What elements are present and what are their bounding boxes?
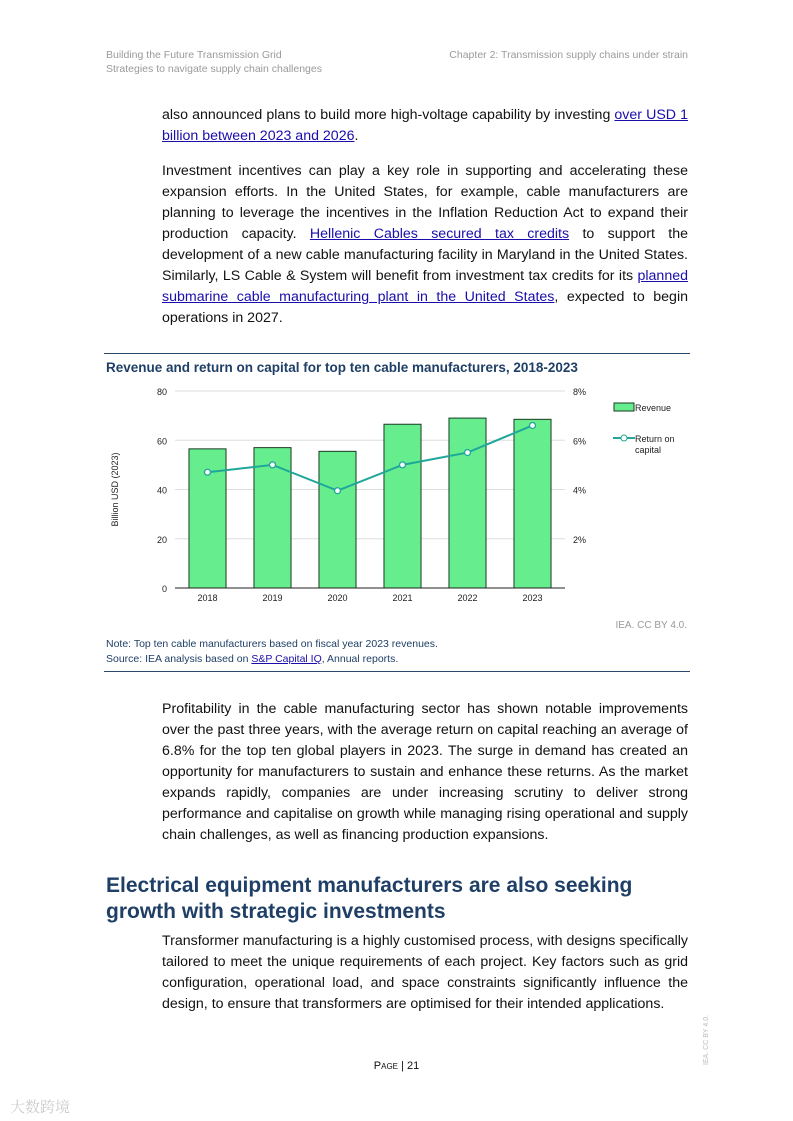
legend-label-roc: Return on xyxy=(635,434,675,444)
y-tick-label: 20 xyxy=(156,534,167,545)
point-return-on-capital xyxy=(400,462,406,468)
point-return-on-capital xyxy=(465,450,471,456)
report-subtitle: Strategies to navigate supply chain challenges xyxy=(106,63,322,75)
text: Investment incentives can play a key role in supporting and accelerating these expansion efforts. In the United States, for example, cable manufacturers are planning to leverage the incentives in the Inflation Reduction Act to expand their production capacity. xyxy=(162,163,688,242)
text: Source: IEA analysis based on xyxy=(106,653,252,665)
report-title: Building the Future Transmission Grid xyxy=(106,49,282,61)
point-return-on-capital xyxy=(335,488,341,494)
x-tick-label: 2021 xyxy=(392,593,413,603)
x-tick-label: 2022 xyxy=(457,593,478,603)
page-label: Page xyxy=(373,1060,398,1072)
paragraph: Profitability in the cable manufacturing sector has shown notable improvements over the past three years, with the average return on capital reaching an average of 6.8% for the top ten global players in 2023. The surge in demand has created an opportunity for manufacturers to sustain and enhance these returns. As the market expands rapidly, companies are under increasing scrutiny to deliver strong performance and capitalise on growth while managing rising operational and supply chain challenges, as well as financing production expansions. xyxy=(162,701,688,843)
watermark-logo: 大数跨境 xyxy=(10,1099,71,1116)
chart-note: Note: Top ten cable manufacturers based on fiscal year 2023 revenues. xyxy=(106,638,438,650)
chapter-title: Chapter 2: Transmission supply chains under strain xyxy=(449,49,688,61)
y2-tick-label: 8% xyxy=(573,387,587,397)
text: also announced plans to build more high-voltage capability by investing xyxy=(162,107,615,123)
legend-marker-roc xyxy=(621,435,627,441)
x-tick-label: 2019 xyxy=(262,593,283,603)
y-tick-label: 0 xyxy=(161,584,167,594)
bar-revenue xyxy=(449,418,486,588)
legend-label-revenue: Revenue xyxy=(635,403,672,413)
bar-revenue xyxy=(319,451,356,588)
chart-source xyxy=(106,653,398,665)
y2-tick-label: 6% xyxy=(573,436,587,447)
text: , expected to begin operations in 2027. xyxy=(162,289,688,326)
x-tick-label: 2018 xyxy=(197,593,218,603)
text: . xyxy=(354,128,359,144)
paragraph: Transformer manufacturing is a highly customised process, with designs specifically tailored to meet the unique requirements of each project. Key factors such as grid configuration, operational load, and space constraints significantly influence the design, to ensure that transformers are optimised for their intended applications. xyxy=(162,933,688,1012)
y-tick-label: 40 xyxy=(156,485,167,496)
y-axis-label: Billion USD (2023) xyxy=(110,452,120,527)
point-return-on-capital xyxy=(205,469,211,475)
point-return-on-capital xyxy=(270,462,276,468)
y-tick-label: 60 xyxy=(156,436,167,447)
y-tick-label: 80 xyxy=(156,387,167,397)
side-credit: IEA. CC BY 4.0. xyxy=(703,1014,710,1065)
bar-revenue xyxy=(384,424,421,588)
legend-label-roc-cont: capital xyxy=(635,445,662,455)
hellenic-link[interactable]: Hellenic Cables secured tax credits xyxy=(309,226,570,242)
legend-swatch-revenue xyxy=(614,403,634,411)
divider xyxy=(104,671,690,672)
y2-tick-label: 2% xyxy=(573,534,587,545)
page-num: | 21 xyxy=(401,1060,420,1072)
chart-credit: IEA. CC BY 4.0. xyxy=(615,620,687,631)
investment-link[interactable]: over USD 1 billion between 2023 and 2026 xyxy=(162,107,689,144)
section-heading: Electrical equipment manufacturers are also seeking growth with strategic investments xyxy=(106,874,633,923)
bar-revenue xyxy=(254,448,291,588)
chart-title: Revenue and return on capital for top ten cable manufacturers, 2018-2023 xyxy=(106,360,578,375)
page-number xyxy=(0,1060,793,1072)
y2-tick-label: 4% xyxy=(573,485,587,496)
point-return-on-capital xyxy=(530,422,536,428)
sp-capital-link[interactable]: S&P Capital IQ xyxy=(251,653,322,665)
text: to support the development of a new cable manufacturing facility in Maryland in the United States. Similarly, LS Cable & System will benefit from investment tax credits for its xyxy=(162,226,689,284)
bar-revenue xyxy=(514,419,551,588)
ls-cable-link[interactable]: planned submarine cable manufacturing plant in the United States xyxy=(162,268,688,305)
x-tick-label: 2020 xyxy=(327,593,348,603)
x-tick-label: 2023 xyxy=(522,593,543,603)
text: , Annual reports. xyxy=(321,653,399,665)
